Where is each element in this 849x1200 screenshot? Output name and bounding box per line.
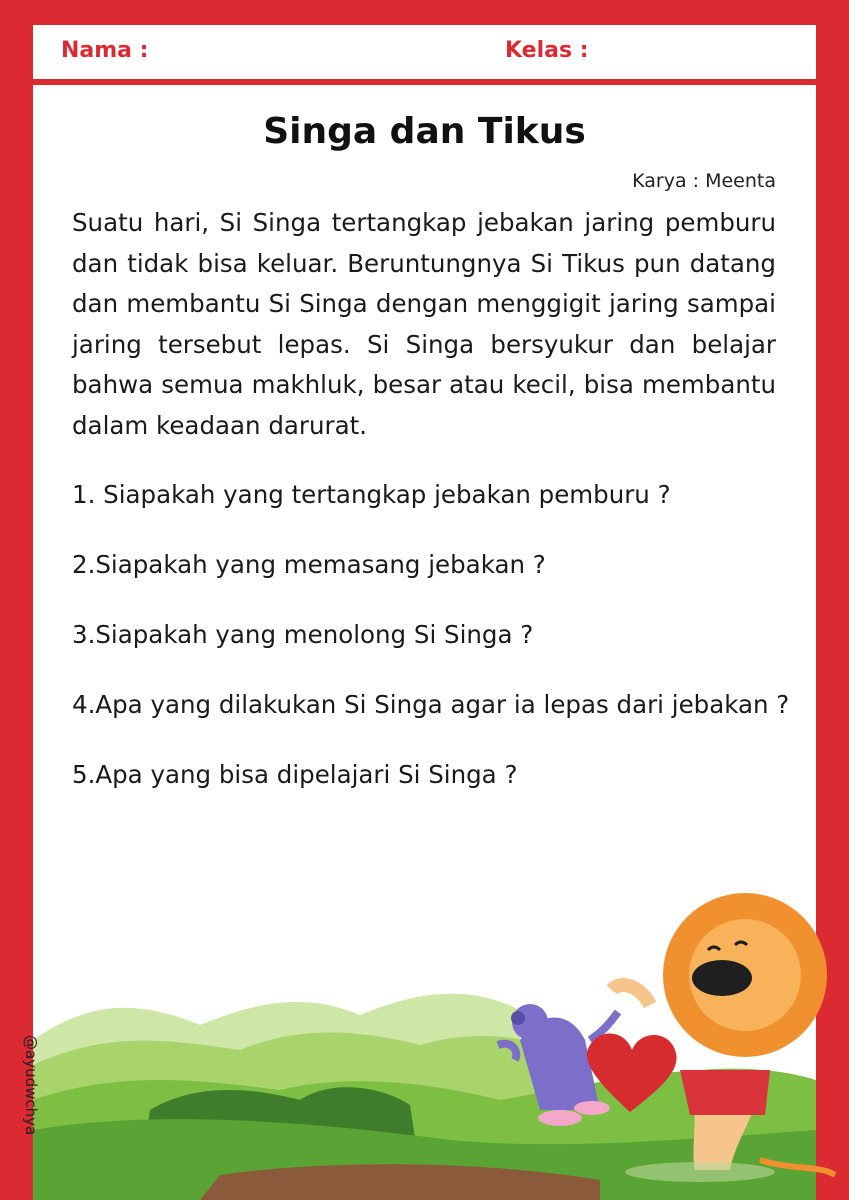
question-5: 5.Apa yang bisa dipelajari Si Singa ? xyxy=(72,760,518,789)
question-4: 4.Apa yang dilakukan Si Singa agar ia lepas dari jebakan ? xyxy=(72,690,790,719)
story-paragraph: Suatu hari, Si Singa tertangkap jebakan jaring pemburu dan tidak bisa keluar. Beruntungnya Si Tikus pun datang dan membantu Si Singa dengan menggigit jaring sampai jaring tersebut lepas. Si Singa bersyukur dan belajar bahwa semua makhluk, besar atau kecil, bisa membantu dalam keadaan darurat. xyxy=(72,208,776,440)
class-label: Kelas : xyxy=(505,38,589,63)
question-3: 3.Siapakah yang menolong Si Singa ? xyxy=(72,620,534,649)
name-label: Nama : xyxy=(61,38,149,63)
story-title: Singa dan Tikus xyxy=(263,111,586,152)
question-1: 1. Siapakah yang tertangkap jebakan pemburu ? xyxy=(72,480,671,509)
author-line: Karya : Meenta xyxy=(632,170,776,192)
question-2: 2.Siapakah yang memasang jebakan ? xyxy=(72,550,546,579)
watermark-handle: @ayudwchya xyxy=(22,1035,40,1136)
